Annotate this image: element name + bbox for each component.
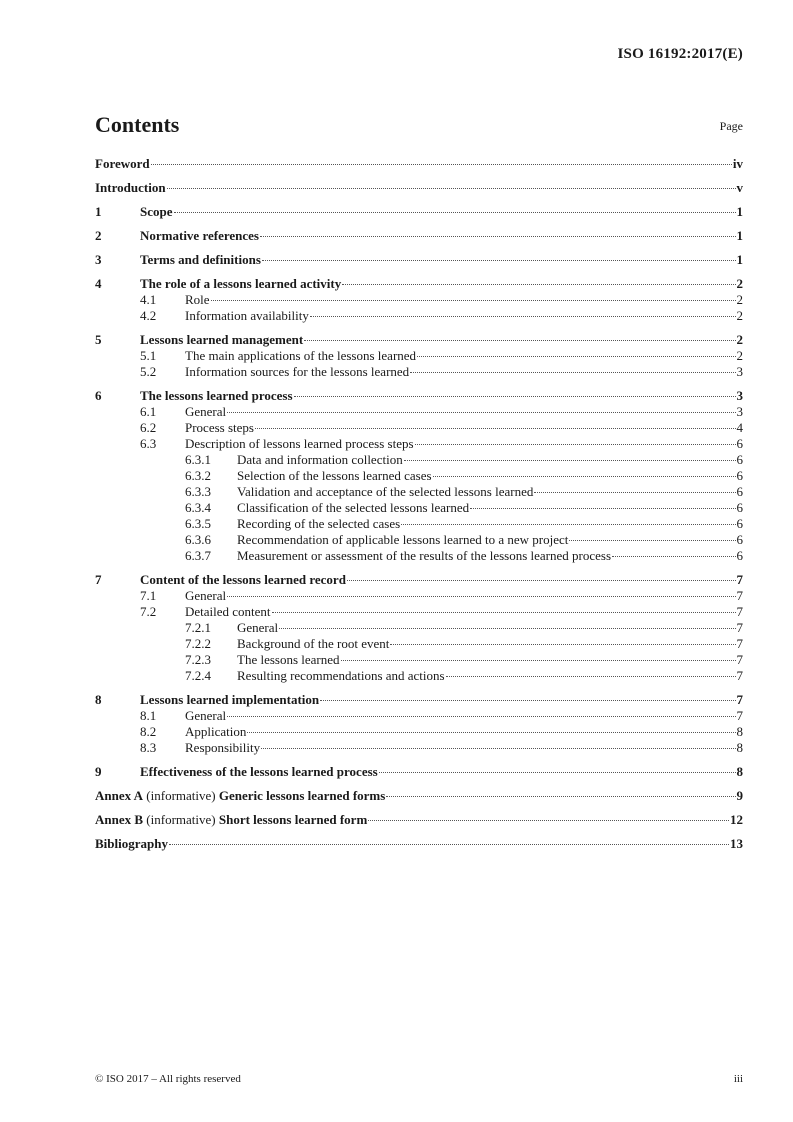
toc-entry-number: 7.2.3 — [185, 652, 211, 667]
toc-entry-title-text: Role — [185, 292, 210, 307]
toc-entry-title-text: Foreword — [95, 156, 150, 171]
toc-entry-title-text: Introduction — [95, 180, 166, 195]
toc-entry-page: 13 — [730, 836, 743, 851]
dot-leader — [404, 460, 736, 461]
toc-entry-title-text: Information sources for the lessons learned — [185, 364, 410, 379]
dot-leader — [294, 396, 736, 397]
toc-entry-title — [185, 740, 260, 756]
toc-entry-title — [185, 308, 309, 324]
toc-entry-title — [95, 180, 166, 196]
toc-entry-page: 3 — [736, 364, 743, 379]
toc-entry-title-text: Description of lessons learned process steps — [185, 436, 414, 451]
toc-entry-page: 7 — [736, 708, 743, 723]
toc-entry[interactable] — [95, 156, 743, 172]
toc-entry-number: 5.1 — [140, 348, 157, 363]
toc-entry-page: 1 — [736, 228, 743, 243]
toc-entry-page: 6 — [736, 484, 743, 499]
toc-entry-title-text: General — [237, 620, 279, 635]
toc-entry-title-text: Lessons learned management — [140, 332, 304, 347]
toc-entry-title — [185, 364, 409, 380]
toc-entry[interactable] — [95, 388, 743, 404]
toc-entry-title-text: The main applications of the lessons learned — [185, 348, 417, 363]
toc-entry-title-text: Annex A — [95, 788, 144, 803]
dot-leader — [347, 580, 736, 581]
toc-entry[interactable] — [95, 308, 743, 324]
toc-entry-title — [185, 588, 226, 604]
toc-entry-page: 2 — [736, 276, 743, 291]
dot-leader — [167, 188, 736, 189]
toc-entry-page: 1 — [736, 252, 743, 267]
annex-title: Generic lessons learned forms — [218, 788, 386, 803]
toc-entry-title — [140, 332, 303, 348]
toc-entry-page: 4 — [736, 420, 743, 435]
toc-entry[interactable] — [95, 620, 743, 636]
toc-entry-title — [185, 348, 416, 364]
toc-entry-number: 6.3.2 — [185, 468, 211, 483]
toc-entry-title-text: Scope — [140, 204, 173, 219]
dot-leader — [368, 820, 729, 821]
dot-leader — [211, 300, 736, 301]
toc-entry-title-text: Validation and acceptance of the selected lessons learned — [237, 484, 534, 499]
toc-entry-page: 6 — [736, 500, 743, 515]
toc-entry-title — [140, 388, 293, 404]
toc-entry-page: 2 — [736, 348, 743, 363]
toc-entry-title — [140, 692, 319, 708]
toc-entry-number: 2 — [95, 228, 102, 243]
dot-leader — [446, 676, 736, 677]
toc-entry-title-text: Resulting recommendations and actions — [237, 668, 445, 683]
toc-entry-number: 6.3.7 — [185, 548, 211, 563]
dot-leader — [255, 428, 736, 429]
toc-entry-number: 7.2.2 — [185, 636, 211, 651]
toc-entry-page: 2 — [736, 308, 743, 323]
toc-entry-page: 7 — [736, 604, 743, 619]
toc-entry[interactable] — [95, 724, 743, 740]
toc-entry-number: 3 — [95, 252, 102, 267]
dot-leader — [341, 660, 736, 661]
toc-entry-title — [237, 468, 432, 484]
toc-entry-page: v — [736, 180, 743, 195]
toc-entry-number: 7.1 — [140, 588, 157, 603]
toc-entry-title — [237, 548, 611, 564]
toc-entry-title-text: Effectiveness of the lessons learned process — [140, 764, 378, 779]
toc-entry-number: 1 — [95, 204, 102, 219]
dot-leader — [151, 164, 732, 165]
toc-entry-page: 7 — [736, 636, 743, 651]
dot-leader — [612, 556, 735, 557]
toc-entry-page: 3 — [736, 388, 743, 403]
toc-entry-page: 7 — [736, 620, 743, 635]
dot-leader — [410, 372, 735, 373]
dot-leader — [169, 844, 729, 845]
dot-leader — [534, 492, 735, 493]
toc-entry[interactable] — [95, 636, 743, 652]
toc-entry-title-text: Recommendation of applicable lessons learned to a new project — [237, 532, 569, 547]
toc-entry-title-text: Bibliography — [95, 836, 168, 851]
dot-leader — [401, 524, 735, 525]
toc-entry[interactable] — [95, 708, 743, 724]
toc-entry[interactable] — [95, 588, 743, 604]
toc-entry-number: 6.3.5 — [185, 516, 211, 531]
dot-leader — [174, 212, 736, 213]
dot-leader — [433, 476, 736, 477]
toc-entry[interactable] — [95, 364, 743, 380]
toc-entry-number: 7 — [95, 572, 102, 587]
toc-entry-title-text: The lessons learned — [237, 652, 340, 667]
toc-entry-title — [237, 620, 278, 636]
toc-entry-number: 4.1 — [140, 292, 157, 307]
toc-entry-title — [140, 572, 346, 588]
toc-entry[interactable] — [95, 404, 743, 420]
toc-entry[interactable] — [95, 292, 743, 308]
toc-entry[interactable] — [95, 764, 743, 780]
dot-leader — [320, 700, 735, 701]
toc-entry-title — [185, 708, 226, 724]
toc-entry[interactable] — [95, 252, 743, 268]
toc-entry-title — [95, 788, 385, 804]
toc-entry[interactable] — [95, 532, 743, 548]
toc-entry[interactable] — [95, 436, 743, 452]
toc-entry-number: 6.3.6 — [185, 532, 211, 547]
toc-entry-title-text: General — [185, 588, 227, 603]
toc-entry-page: 9 — [736, 788, 743, 803]
toc-entry[interactable] — [95, 180, 743, 196]
page-column-label: Page — [719, 119, 743, 133]
toc-entry-page: 7 — [736, 588, 743, 603]
toc-entry-page: 2 — [736, 292, 743, 307]
toc-entry-title — [140, 228, 259, 244]
toc-entry-number: 6 — [95, 388, 102, 403]
toc-entry[interactable] — [95, 572, 743, 588]
toc-entry-number: 6.1 — [140, 404, 157, 419]
toc-entry-title-text: Process steps — [185, 420, 254, 435]
toc-entry-number: 8 — [95, 692, 102, 707]
toc-entry-title — [237, 484, 533, 500]
toc-entry-page: 8 — [736, 740, 743, 755]
toc-entry-page: 6 — [736, 532, 743, 547]
toc-entry-number: 6.3.4 — [185, 500, 211, 515]
dot-leader — [415, 444, 736, 445]
toc-entry-page: 8 — [736, 764, 743, 779]
toc-entry-title-text: Background of the root event — [237, 636, 390, 651]
toc-entry[interactable] — [95, 228, 743, 244]
toc-entry-number: 6.2 — [140, 420, 157, 435]
toc-entry-title — [140, 252, 261, 268]
toc-entry-page: 6 — [736, 452, 743, 467]
dot-leader — [261, 748, 735, 749]
document-id: ISO 16192:2017(E) — [617, 46, 743, 62]
toc-entry[interactable] — [95, 500, 743, 516]
dot-leader — [342, 284, 735, 285]
toc-entry-title-text: General — [185, 708, 227, 723]
toc-entry-title-text: Recording of the selected cases — [237, 516, 401, 531]
toc-entry[interactable] — [95, 452, 743, 468]
toc-entry-page: iv — [732, 156, 743, 171]
toc-entry-title-text: Responsibility — [185, 740, 261, 755]
toc-entry-title-text: Measurement or assessment of the results of the lessons learned process — [237, 548, 612, 563]
dot-leader — [569, 540, 735, 541]
toc-entry-title — [237, 516, 400, 532]
toc-entry[interactable] — [95, 604, 743, 620]
dot-leader — [386, 796, 735, 797]
toc-entry-page: 7 — [736, 572, 743, 587]
toc-entry-page: 3 — [736, 404, 743, 419]
toc-entry-number: 8.3 — [140, 740, 157, 755]
dot-leader — [417, 356, 735, 357]
page-number: iii — [733, 1073, 743, 1085]
toc-entry-title-text: Information availability — [185, 308, 309, 323]
toc-entry[interactable] — [95, 740, 743, 756]
toc-entry-title-text: Content of the lessons learned record — [140, 572, 346, 587]
toc-entry[interactable] — [95, 812, 743, 828]
toc-entry-number: 7.2.4 — [185, 668, 211, 683]
toc-entry-number: 6.3 — [140, 436, 157, 451]
toc-entry-title-text: Application — [185, 724, 247, 739]
toc-entry-page: 6 — [736, 516, 743, 531]
toc-entry-page: 6 — [736, 548, 743, 563]
toc-entry-page: 8 — [736, 724, 743, 739]
toc-entry[interactable] — [95, 204, 743, 220]
toc-entry-title — [185, 436, 414, 452]
toc-entry-title — [237, 532, 568, 548]
toc-entry[interactable] — [95, 276, 743, 292]
toc-entry-title — [185, 604, 271, 620]
toc-entry[interactable] — [95, 788, 743, 804]
toc-entry-page: 7 — [736, 692, 743, 707]
toc-entry-title — [95, 156, 150, 172]
toc-entry[interactable] — [95, 692, 743, 708]
toc-entry[interactable] — [95, 332, 743, 348]
toc-entry-title-text: Detailed content — [185, 604, 271, 619]
dot-leader — [304, 340, 735, 341]
toc-entry-number: 6.3.3 — [185, 484, 211, 499]
toc-entry-title-text: Terms and definitions — [140, 252, 261, 267]
toc-entry-title-text: General — [185, 404, 227, 419]
toc-entry-title-text: Lessons learned implementation — [140, 692, 320, 707]
toc-entry-number: 7.2 — [140, 604, 157, 619]
toc-entry[interactable] — [95, 348, 743, 364]
dot-leader — [470, 508, 735, 509]
toc-entry-page: 12 — [730, 812, 743, 827]
toc-entry-title-text: Data and information collection — [237, 452, 403, 467]
toc-entry-title-text: Normative references — [140, 228, 259, 243]
toc-entry-title — [95, 836, 168, 852]
toc-entry[interactable] — [95, 516, 743, 532]
toc-entry-title — [185, 292, 210, 308]
copyright-notice: © ISO 2017 – All rights reserved — [95, 1073, 241, 1085]
toc-entry-title — [95, 812, 367, 828]
dot-leader — [310, 316, 736, 317]
toc-entry-title-text: The lessons learned process — [140, 388, 293, 403]
table-of-contents — [95, 156, 743, 852]
toc-entry-page: 6 — [736, 468, 743, 483]
dot-leader — [390, 644, 735, 645]
toc-entry-title-text: Annex B — [95, 812, 144, 827]
toc-entry-number: 4.2 — [140, 308, 157, 323]
toc-entry[interactable] — [95, 548, 743, 564]
toc-entry-number: 5.2 — [140, 364, 157, 379]
toc-entry-title — [185, 404, 226, 420]
toc-entry-title — [185, 420, 254, 436]
toc-entry-page: 6 — [736, 436, 743, 451]
toc-entry-number: 5 — [95, 332, 102, 347]
toc-entry-title — [185, 724, 246, 740]
toc-entry-number: 4 — [95, 276, 102, 291]
dot-leader — [227, 412, 735, 413]
toc-entry-title — [237, 652, 340, 668]
toc-entry-title-text: Selection of the lessons learned cases — [237, 468, 432, 483]
dot-leader — [227, 596, 735, 597]
toc-entry[interactable] — [95, 836, 743, 852]
toc-entry-title — [237, 636, 389, 652]
dot-leader — [227, 716, 735, 717]
toc-entry-title — [237, 500, 469, 516]
annex-informative-note: (informative) — [143, 788, 219, 803]
dot-leader — [260, 236, 736, 237]
toc-entry-title — [140, 764, 378, 780]
toc-entry[interactable] — [95, 468, 743, 484]
toc-entry-page: 7 — [736, 668, 743, 683]
toc-entry-number: 7.2.1 — [185, 620, 211, 635]
dot-leader — [279, 628, 735, 629]
page-title: Contents — [95, 112, 180, 137]
toc-entry-title — [237, 668, 445, 684]
dot-leader — [272, 612, 736, 613]
toc-entry-page: 7 — [736, 652, 743, 667]
toc-entry-number: 8.1 — [140, 708, 157, 723]
toc-entry[interactable] — [95, 652, 743, 668]
toc-entry-title-text: The role of a lessons learned activity — [140, 276, 342, 291]
toc-entry-title-text: Classification of the selected lessons learned — [237, 500, 470, 515]
toc-entry-page: 2 — [736, 332, 743, 347]
dot-leader — [379, 772, 736, 773]
annex-informative-note: (informative) — [143, 812, 219, 827]
toc-entry-number: 8.2 — [140, 724, 157, 739]
dot-leader — [247, 732, 735, 733]
toc-entry-title — [237, 452, 403, 468]
annex-title: Short lessons learned form — [218, 812, 368, 827]
toc-entry-title — [140, 204, 173, 220]
toc-entry-number: 6.3.1 — [185, 452, 211, 467]
toc-entry-page: 1 — [736, 204, 743, 219]
toc-entry[interactable] — [95, 420, 743, 436]
toc-entry[interactable] — [95, 484, 743, 500]
toc-entry-title — [140, 276, 341, 292]
toc-entry[interactable] — [95, 668, 743, 684]
dot-leader — [262, 260, 736, 261]
toc-entry-number: 9 — [95, 764, 102, 779]
